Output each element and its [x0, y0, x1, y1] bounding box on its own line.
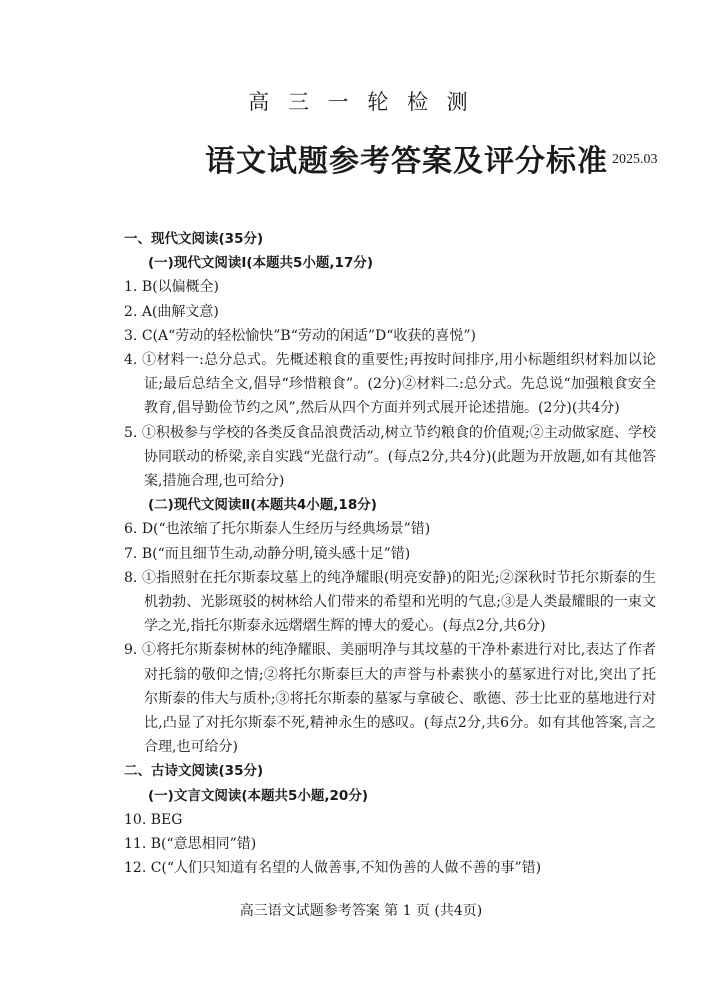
subsection-heading: (一)文言文阅读(本题共5小题,20分)	[148, 787, 368, 804]
answer-text: ①积极参与学校的各类反食品浪费活动,树立节约粮食的价值观;②主动做家庭、学校协同联动的桥梁,亲自实践“光盘行动”。(每点2分,共4分)(此题为开放题,如有其他答案,措施合理,也可给分)	[141, 424, 656, 490]
answer-number: 9.	[124, 642, 138, 659]
answer-number: 7.	[124, 545, 138, 562]
answer-text: A(曲解文意)	[141, 303, 219, 320]
answer-item	[124, 856, 656, 880]
answer-number: 8.	[124, 569, 138, 586]
section-heading: 二、古诗文阅读(35分)	[124, 763, 264, 780]
answer-text: ①将托尔斯泰树林的纯净耀眼、美丽明净与其坟墓的干净朴素进行对比,表达了作者对托翁的敬仰之情;②将托尔斯泰巨大的声誉与朴素狭小的墓冢进行对比,突出了托尔斯泰的伟大与质朴;③将托尔斯泰的墓冢与拿破仑、歌德、莎士比亚的墓地进行对比,凸显了对托尔斯泰不死,精神永生的感叹。(每点2分,共6分。如有其他答案,言之合理,也可给分)	[141, 642, 656, 756]
answer-text: ①材料一:总分总式。先概述粮食的重要性;再按时间排序,用小标题组织材料加以论证;最后总结全文,倡导“珍惜粮食”。(2分)②材料二:总分式。先总说“加强粮食安全教育,倡导勤俭节约之风”,然后从四个方面并列式展开论述措施。(2分)(共4分)	[142, 352, 657, 417]
answer-text: BEG	[150, 811, 183, 828]
page-footer: 高三语文试题参考答案 第 1 页 (共4页)	[239, 903, 483, 919]
answer-text: ①指照射在托尔斯泰坟墓上的纯净耀眼(明亮安静)的阳光;②深秋时节托尔斯泰的生机勃勃、光影斑驳的树林给人们带来的希望和光明的气息;③是人类最耀眼的一束文学之光,指托尔斯泰永远熠熠生辉的博大的爱心。(每点2分,共6分)	[142, 569, 657, 635]
answer-text: D(“也浓缩了托尔斯泰人生经历与经典场景”错)	[141, 521, 431, 538]
answer-text: B(“意思相同”错)	[150, 836, 257, 853]
answer-text: C(“人们只知道有名望的人做善事,不知伪善的人做不善的事”错)	[150, 860, 542, 877]
answer-text: B(以偏概全)	[141, 279, 220, 296]
answer-number: 2.	[124, 303, 138, 320]
answer-item	[124, 638, 656, 759]
answer-item	[124, 421, 656, 494]
answer-item	[124, 517, 656, 541]
answer-number: 10.	[124, 811, 147, 828]
document-date: 2025.03	[612, 152, 658, 167]
answer-content	[124, 227, 656, 880]
exam-subtitle: 高 三 一 轮 检 测	[248, 90, 474, 114]
answer-text: B(“而且细节生动,动静分明,镜头感十足”错)	[141, 545, 411, 562]
answer-item	[124, 566, 656, 639]
answer-item	[124, 832, 656, 856]
document-title: 语文试题参考答案及评分标准	[205, 144, 608, 179]
title-row	[0, 136, 722, 180]
answer-number: 3.	[124, 327, 138, 344]
answer-number: 11.	[124, 836, 147, 853]
answer-number: 6.	[124, 521, 138, 538]
answer-number: 12.	[124, 860, 147, 877]
answer-item	[124, 808, 656, 832]
answer-item	[124, 275, 656, 299]
section-heading: 一、现代文阅读(35分)	[124, 231, 264, 247]
answer-number: 5.	[124, 424, 138, 441]
answer-number: 4.	[124, 352, 138, 369]
answer-number: 1.	[124, 279, 138, 296]
answer-item	[124, 324, 656, 348]
answer-item	[124, 300, 656, 324]
answer-text: C(A“劳动的轻松愉快”B“劳动的闲适”D“收获的喜悦”)	[141, 327, 477, 344]
subsection-heading: (二)现代文阅读Ⅱ(本题共4小题,18分)	[148, 497, 377, 514]
subsection-heading: (一)现代文阅读Ⅰ(本题共5小题,17分)	[148, 255, 374, 272]
answer-item	[124, 542, 656, 566]
answer-item	[124, 348, 656, 421]
